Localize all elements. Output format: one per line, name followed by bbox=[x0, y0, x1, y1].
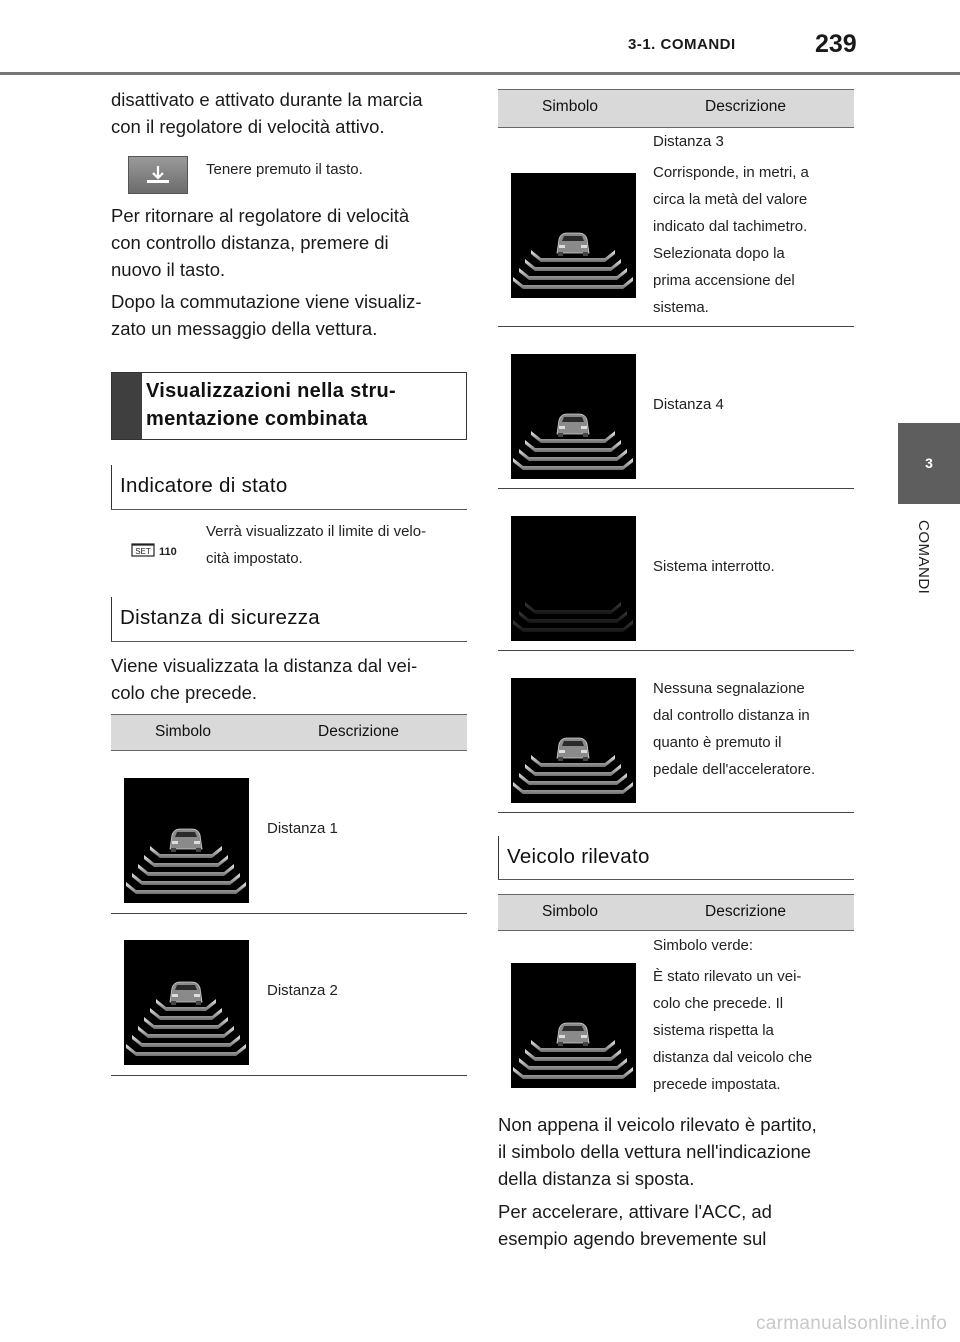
message-paragraph: Dopo la commutazione viene visualiz- zato un messaggio della vettura. bbox=[111, 291, 422, 339]
car-icon bbox=[557, 1023, 589, 1046]
table-row-divider bbox=[111, 1075, 467, 1076]
table-row-divider bbox=[498, 650, 854, 651]
table-cell-desc: Distanza 1 bbox=[267, 820, 338, 837]
table-row-divider bbox=[498, 488, 854, 489]
accelerate-paragraph: Per accelerare, attivare l'ACC, ad esempio agendo brevemente sul bbox=[498, 1201, 772, 1249]
table-header: Simbolo Descrizione bbox=[498, 89, 854, 128]
car-icon bbox=[557, 414, 589, 437]
distance-2-symbol bbox=[124, 940, 249, 1065]
table-row-divider bbox=[498, 326, 854, 327]
intro-paragraph: disattivato e attivato durante la marcia con il regolatore di velocità attivo. bbox=[111, 89, 423, 137]
section-title: 3-1. COMANDI bbox=[628, 36, 736, 53]
table-cell-desc: Distanza 3 Corrisponde, in metri, a circa la metà del valore indicato dal tachimetro. Selezionata dopo la prima accensione del sistema. bbox=[653, 133, 809, 316]
closing-paragraph: Non appena il veicolo rilevato è partito, il simbolo della vettura nell'indicazione della distanza si sposta. bbox=[498, 1114, 817, 1189]
table-cell-desc: Nessuna segnalazione dal controllo distanza in quanto è premuto il pedale dell'acceleratore. bbox=[653, 680, 816, 778]
distance-3-symbol bbox=[511, 173, 636, 298]
watermark: carmanualsonline.info bbox=[756, 1313, 948, 1334]
subheading-rule bbox=[111, 641, 467, 642]
table-cell-desc: Distanza 2 bbox=[267, 982, 338, 999]
accelerator-pressed-symbol bbox=[511, 678, 636, 803]
chapter-label: COMANDI bbox=[915, 520, 932, 595]
distance-4-symbol bbox=[511, 354, 636, 479]
key-caption: Tenere premuto il tasto. bbox=[206, 161, 363, 178]
subheading-rule bbox=[498, 879, 854, 880]
table-row-divider bbox=[111, 913, 467, 914]
distance-1-symbol bbox=[124, 778, 249, 903]
car-icon bbox=[170, 829, 202, 852]
chapter-tab: 3 bbox=[898, 423, 960, 504]
table-cell-desc: Sistema interrotto. bbox=[653, 558, 775, 575]
section-heading-box bbox=[111, 372, 467, 440]
distance-bar bbox=[525, 602, 621, 614]
status-description: Verrà visualizzato il limite di velo- cità impostato. bbox=[206, 523, 427, 567]
table-cell-desc: Simbolo verde: È stato rilevato un vei- colo che precede. Il sistema rispetta la distanza dal veicolo che precede impostata. bbox=[653, 937, 813, 1093]
svg-text:SET: SET bbox=[135, 547, 151, 556]
key-button-icon bbox=[128, 156, 188, 194]
vehicle-subheading: Veicolo rilevato bbox=[498, 836, 854, 879]
system-interrupted-symbol bbox=[511, 516, 636, 641]
table-cell-desc: Distanza 4 bbox=[653, 396, 724, 413]
status-subheading: Indicatore di stato bbox=[111, 465, 467, 509]
table-header: Simbolo Descrizione bbox=[498, 894, 854, 931]
page-number: 239 bbox=[815, 30, 857, 58]
return-paragraph: Per ritornare al regolatore di velocità con controllo distanza, premere di nuovo il tasto. bbox=[111, 205, 410, 280]
distance-subheading: Distanza di sicurezza bbox=[111, 597, 467, 641]
svg-text:110: 110 bbox=[159, 546, 177, 558]
car-icon bbox=[557, 738, 589, 761]
set-speed-icon bbox=[131, 541, 183, 559]
header-rule bbox=[0, 72, 960, 75]
subheading-rule bbox=[111, 509, 467, 510]
car-icon bbox=[170, 982, 202, 1005]
section-heading: Visualizzazioni nella stru- mentazione combinata bbox=[146, 380, 397, 430]
table-header: Simbolo Descrizione bbox=[111, 714, 467, 751]
distance-paragraph: Viene visualizzata la distanza dal vei- colo che precede. bbox=[111, 655, 418, 703]
car-icon bbox=[557, 233, 589, 256]
table-row-divider bbox=[498, 812, 854, 813]
vehicle-detected-symbol bbox=[511, 963, 636, 1088]
heading-bar bbox=[112, 373, 142, 439]
